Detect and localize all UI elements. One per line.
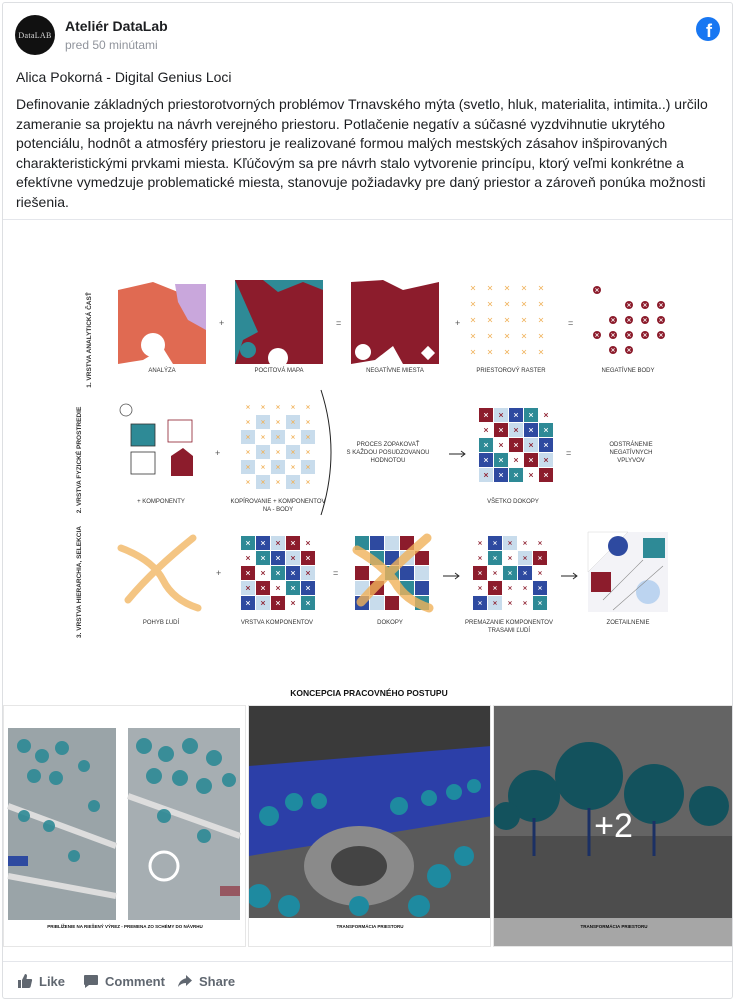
row1-label: 1. VRSTVA ANALYTICKÁ ČASŤ (86, 292, 93, 388)
negative-points (593, 286, 665, 354)
r1-label-4: NEGATÍVNE BODY (601, 368, 655, 374)
thumbnail-1-caption: PRIBLÍŽENIE NA RIEŠENÝ VÝREZ - PREMENA ZO SCHÉMY DO NÁVRHU (47, 924, 203, 929)
r2-components-label: + KOMPONENTY (137, 499, 185, 505)
aerial-render-image (249, 706, 491, 947)
r2-process-3: HODNOTOU (370, 458, 406, 464)
row2-label: 2. VRSTVA FYZICKÉ PROSTREDIE (76, 406, 83, 514)
r1-label-3: PRIESTOROVÝ RASTER (476, 368, 546, 374)
page-name-link[interactable]: Ateliér DataLab (65, 18, 168, 34)
components-illustration (120, 404, 193, 476)
svg-text:+: + (455, 318, 461, 328)
svg-text:=: = (336, 318, 342, 328)
r2-all-label: VŠETKO DOKOPY (487, 499, 539, 505)
together-layer (355, 536, 429, 610)
post-body-text: Definovanie základných priestorotvorných problémov Trnavského mýta (svetlo, hluk, materialita, intimita..) určilo zameranie sa projektu na návrh verejného priestoru. Potlačenie negatív a súčasné vyzdvihnutie ukrytého potenciálu, hodnôt a atmosféry priestoru je realizované formou malých mestských zásahov inšpirovaných charakteristickými prvkami miesta. Kľúčovým sa pre návrh stalo vytvorenie princípu, ktorý veľmi konkrétne a efektívne vymedzuje problematické miesta, stanovuje požiadavky pre daný priestor a zároveň ponúka možnosti riešenia. (16, 96, 708, 210)
analysis-map (118, 280, 206, 364)
thumbnail-3[interactable] (493, 705, 733, 947)
people-movement (118, 532, 204, 610)
comment-icon (83, 973, 99, 989)
r3-label-1: VRSTVA KOMPONENTOV (240, 620, 314, 626)
photo-thumbnails (3, 705, 733, 947)
svg-text:=: = (333, 568, 339, 578)
r3-label-3b: TRASAMI ĽUDÍ (487, 628, 531, 634)
post-timestamp[interactable]: pred 50 minútami (65, 38, 158, 52)
r1-label-0: ANALÝZA (148, 368, 176, 374)
r2-remove-1: ODSTRÁNENIE (609, 442, 653, 448)
share-button[interactable] (177, 970, 235, 992)
r2-process-2: S KAŽDOU POSUDZOVANOU (346, 450, 430, 456)
detailing-collage (588, 532, 668, 612)
thumbs-up-icon (17, 973, 33, 989)
svg-text:=: = (566, 448, 572, 458)
page-avatar[interactable]: DataLAB (15, 15, 55, 55)
post-title: Alica Pokorná - Digital Genius Loci (16, 69, 232, 85)
post-action-bar (3, 961, 733, 999)
share-label: Share (199, 973, 236, 989)
thumbnail-2[interactable] (248, 705, 491, 947)
main-post-image[interactable] (3, 219, 733, 705)
more-photos-overlay[interactable]: +2 (494, 706, 733, 946)
svg-text:+: + (215, 448, 221, 458)
facebook-post (2, 2, 733, 999)
r3-label-0: POHYB ĽUDÍ (142, 620, 180, 626)
svg-text:+: + (216, 568, 222, 578)
like-button[interactable] (17, 970, 65, 992)
facebook-logo-icon[interactable]: f (696, 17, 720, 41)
r1-label-1: POCITOVÁ MAPA (254, 368, 304, 374)
comment-button[interactable] (83, 970, 165, 992)
all-together-grid (479, 408, 553, 482)
r2-remove-2: NEGATÍVNYCH (609, 450, 653, 456)
like-label: Like (39, 973, 66, 989)
thumbnail-1[interactable] (3, 705, 246, 947)
thumbnail-2-caption: TRANSFORMÁCIA PRIESTORU (336, 924, 404, 929)
comment-label: Comment (105, 973, 165, 989)
r3-label-2: DOKOPY (377, 620, 403, 626)
feeling-map (235, 280, 323, 368)
diagram-caption: KONCEPCIA PRACOVNÉHO POSTUPU (290, 688, 448, 698)
r3-label-3: PREMAZANIE KOMPONENTOV (465, 620, 553, 626)
overlap-layer (473, 536, 547, 610)
copy-grid (241, 400, 315, 489)
negative-places (351, 280, 439, 364)
svg-text:=: = (568, 318, 574, 328)
r2-process-1: PROCES ZOPAKOVAŤ (356, 442, 420, 448)
site-plan-image (4, 706, 246, 947)
concept-diagram (3, 220, 733, 706)
r1-label-2: NEGATÍVNE MIESTA (366, 368, 424, 374)
component-layer (241, 536, 315, 610)
r2-copy-label-2: NA - BODY (262, 507, 294, 513)
row3-label: 3. VRSTVA HIERARCHIA, SELEKCIA (76, 526, 83, 638)
thumbnail-3-caption: TRANSFORMÁCIA PRIESTORU (580, 924, 648, 929)
spatial-raster (471, 286, 543, 354)
r2-copy-label-1: KOPÍROVANIE + KOMPONENTOV (230, 499, 326, 505)
r2-remove-3: VPLYVOV (617, 458, 645, 464)
svg-text:+: + (219, 318, 225, 328)
post-header (15, 15, 720, 59)
share-icon (177, 973, 193, 989)
r3-label-4: ZOETAILNENIE (606, 620, 650, 626)
